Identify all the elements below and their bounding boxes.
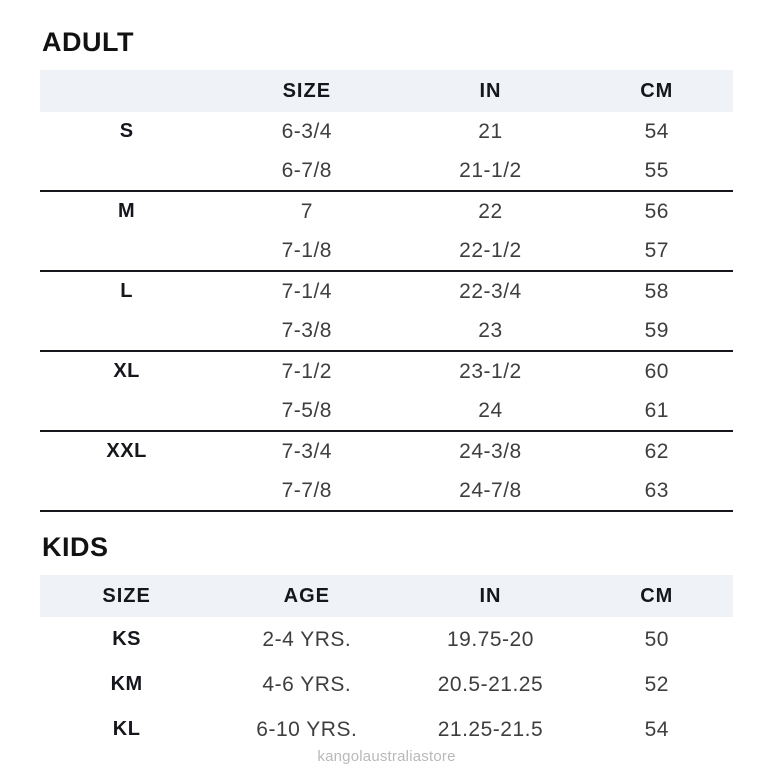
table-cell: 22-3/4 (459, 279, 522, 303)
table-cell: 63 (644, 478, 669, 502)
table-cell: 7-3/8 (281, 318, 332, 342)
table-cell: 22 (478, 199, 503, 223)
table-cell: 54 (644, 119, 669, 143)
table-row (40, 707, 733, 752)
adult-header-cm: CM (640, 79, 674, 102)
table-row (40, 151, 733, 190)
adult-size-group-m (40, 192, 733, 272)
table-row (40, 352, 733, 391)
table-row (40, 311, 733, 350)
table-cell: 7-1/4 (281, 279, 332, 303)
table-cell: 23 (478, 318, 503, 342)
table-cell: 6-10 YRS. (256, 717, 358, 741)
size-label-cell: S (119, 120, 134, 142)
adult-table-header-row (40, 70, 733, 112)
adult-header-in: IN (479, 79, 502, 102)
table-cell: 58 (644, 279, 669, 303)
table-row (40, 391, 733, 430)
table-cell: 7-1/8 (281, 238, 332, 262)
kids-header-in: IN (479, 584, 502, 607)
table-row (40, 662, 733, 707)
kids-header-cm: CM (640, 584, 674, 607)
table-row (40, 471, 733, 510)
table-cell: 6-7/8 (281, 158, 332, 182)
adult-size-table (40, 70, 733, 512)
table-cell: 7-3/4 (281, 439, 332, 463)
table-cell: 7-5/8 (281, 398, 332, 422)
size-label-cell: KS (112, 628, 142, 650)
table-row (40, 432, 733, 471)
size-label-cell: KM (110, 673, 143, 695)
table-row (40, 272, 733, 311)
table-cell: 56 (644, 199, 669, 223)
size-label-cell: XL (113, 360, 140, 382)
table-cell: 6-3/4 (281, 119, 332, 143)
table-cell: 55 (644, 158, 669, 182)
table-cell: 60 (644, 359, 669, 383)
table-row (40, 231, 733, 270)
table-cell: 4-6 YRS. (262, 672, 352, 696)
table-cell: 54 (644, 717, 669, 741)
adult-size-group-l (40, 272, 733, 352)
size-label-cell: XXL (106, 440, 147, 462)
size-label-cell: KL (112, 718, 141, 740)
table-cell: 7 (300, 199, 313, 223)
table-cell: 20.5-21.25 (437, 672, 544, 696)
size-label-cell: M (118, 200, 136, 222)
store-watermark: kangolaustraliastore (317, 748, 456, 765)
table-cell: 52 (644, 672, 669, 696)
kids-section-title: KIDS (42, 532, 109, 562)
adult-section-title: ADULT (42, 27, 134, 57)
table-cell: 24 (478, 398, 503, 422)
table-cell: 24-7/8 (459, 478, 522, 502)
table-cell: 22-1/2 (459, 238, 522, 262)
table-cell: 2-4 YRS. (262, 627, 352, 651)
table-row (40, 192, 733, 231)
adult-header-size: SIZE (282, 79, 332, 102)
table-cell: 50 (644, 627, 669, 651)
table-cell: 62 (644, 439, 669, 463)
kids-header-age: AGE (283, 584, 330, 607)
table-cell: 57 (644, 238, 669, 262)
kids-size-table (40, 575, 733, 752)
size-label-cell: L (120, 280, 133, 302)
table-cell: 59 (644, 318, 669, 342)
adult-size-group-xxl (40, 432, 733, 512)
table-cell: 21.25-21.5 (437, 717, 544, 741)
table-cell: 7-7/8 (281, 478, 332, 502)
table-cell: 21-1/2 (459, 158, 522, 182)
table-cell: 24-3/8 (459, 439, 522, 463)
table-cell: 19.75-20 (446, 627, 534, 651)
table-row (40, 617, 733, 662)
kids-header-size: SIZE (102, 584, 151, 607)
table-cell: 61 (644, 398, 669, 422)
adult-size-group-xl (40, 352, 733, 432)
table-cell: 21 (478, 119, 503, 143)
table-cell: 23-1/2 (459, 359, 522, 383)
table-row (40, 112, 733, 151)
kids-table-header-row (40, 575, 733, 617)
adult-size-group-s (40, 112, 733, 192)
table-cell: 7-1/2 (281, 359, 332, 383)
